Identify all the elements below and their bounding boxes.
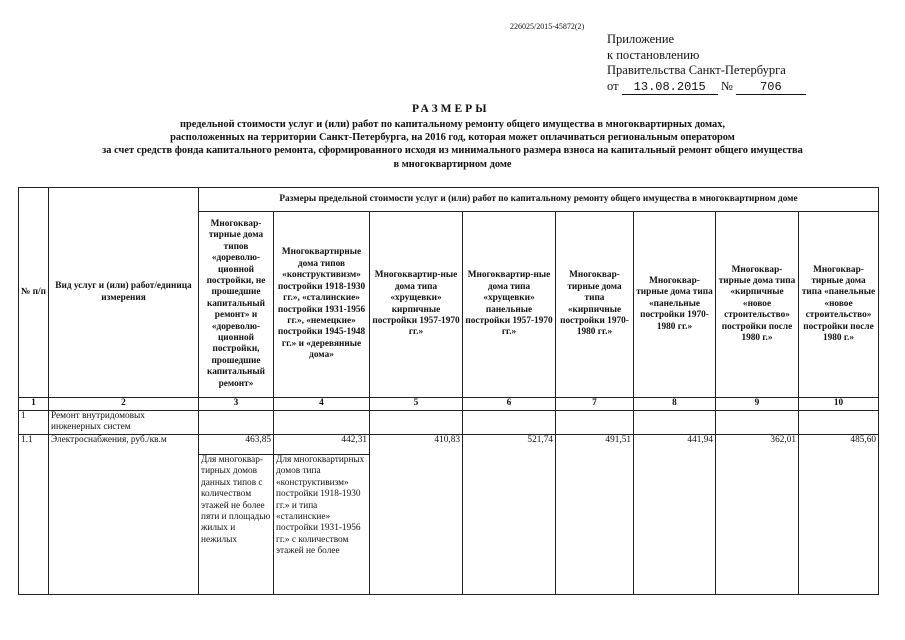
column-number: 10 bbox=[799, 398, 879, 411]
number-label: № bbox=[720, 78, 733, 93]
column-number: 9 bbox=[716, 398, 799, 411]
cost-value: 362,01 bbox=[716, 435, 799, 595]
cost-value bbox=[799, 411, 879, 435]
column-header-no: № п/п bbox=[19, 188, 49, 398]
column-header-type: Многоквартир-ные дома типа «хрущевки» панельные постройки 1957-1970 гг.» bbox=[463, 212, 556, 398]
service-name: Электроснабжения, руб./кв.м bbox=[49, 435, 199, 595]
column-header-type: Многоквартирные дома типов «конструктивизм» постройки 1918-1930 гг.», «сталинские» постройки 1931-1956 гг.», «немецкие» постройки 1945-1948 гг.» и «деревянные дома» bbox=[274, 212, 370, 398]
appendix-line-3: Правительства Санкт-Петербурга bbox=[607, 63, 786, 77]
row-number: 1.1 bbox=[19, 435, 49, 595]
cost-value bbox=[199, 411, 274, 435]
cost-value bbox=[274, 411, 370, 435]
cost-value bbox=[634, 411, 716, 435]
column-header-type: Многоквар-тирные дома типа «кирпичные «новое строительство» постройки после 1980 г.» bbox=[716, 212, 799, 398]
note-col4: Для многоквартирных домов типа «конструктивизм» постройки 1918-1930 гг.» и типа «сталинские» постройки 1931-1956 гг.» с количеством этажей не более bbox=[274, 455, 370, 595]
cost-value: 521,74 bbox=[463, 435, 556, 595]
note-col3: Для многоквар-тирных домов данных типов с количеством этажей не более пяти и площадью жилых и нежилых bbox=[199, 455, 274, 595]
row-number: 1 bbox=[19, 411, 49, 435]
column-header-type: Многоквартир-ные дома типа «хрущевки» кирпичные постройки 1957-1970 гг.» bbox=[370, 212, 463, 398]
page-heading bbox=[20, 118, 885, 171]
appendix-line-1: Приложение bbox=[607, 32, 675, 46]
column-header-type: Многоквар-тирные дома типа «кирпичные постройки 1970-1980 гг.» bbox=[556, 212, 634, 398]
column-number: 3 bbox=[199, 398, 274, 411]
heading-line: предельной стоимости услуг и (или) работ по капитальному ремонту общего имущества в многоквартирных домах, bbox=[179, 119, 726, 130]
column-header-type: Многоквар-тирные дома типа «панельные постройки 1970-1980 гг.» bbox=[634, 212, 716, 398]
column-number: 5 bbox=[370, 398, 463, 411]
table-row bbox=[19, 411, 879, 435]
cost-value: 441,94 bbox=[634, 435, 716, 595]
column-number: 6 bbox=[463, 398, 556, 411]
cost-value bbox=[716, 411, 799, 435]
cost-value: 410,83 bbox=[370, 435, 463, 595]
appendix-block bbox=[607, 32, 806, 95]
column-number: 8 bbox=[634, 398, 716, 411]
cost-value: 485,60 bbox=[799, 435, 879, 595]
cost-value: 491,51 bbox=[556, 435, 634, 595]
column-number: 1 bbox=[19, 398, 49, 411]
heading-line: в многоквартирном доме bbox=[393, 158, 512, 170]
cost-value: 463,85 bbox=[199, 435, 274, 455]
heading-line: расположенных на территории Санкт-Петербурга, на 2016 год, которая может оплачиваться региональным оператором bbox=[170, 132, 735, 144]
page-title: РАЗМЕРЫ bbox=[412, 103, 490, 115]
appendix-line-2: к постановлению bbox=[607, 47, 700, 62]
column-number: 2 bbox=[49, 398, 199, 411]
document-number: 226025/2015-45872(2) bbox=[510, 22, 585, 31]
cost-value bbox=[370, 411, 463, 435]
column-number-row bbox=[19, 398, 879, 411]
table-row bbox=[19, 435, 879, 455]
service-name: Ремонт внутридомовых инженерных систем bbox=[49, 411, 199, 435]
resolution-date: 13.08.2015 bbox=[622, 81, 718, 95]
from-label: от bbox=[607, 78, 619, 93]
column-header-type: Многоквар-тирные дома типа «панельные «новое строительство» постройки после 1980 г.» bbox=[799, 212, 879, 398]
group-header: Размеры предельной стоимости услуг и (или) работ по капитальному ремонту общего имущества в многоквартирном доме bbox=[199, 188, 879, 212]
cost-table bbox=[18, 187, 879, 595]
cost-value: 442,31 bbox=[274, 435, 370, 455]
cost-value bbox=[556, 411, 634, 435]
appendix-date-line bbox=[607, 79, 806, 95]
heading-line: за счет средств фонда капитального ремонта, сформированного исходя из минимального размера взноса на капитальный ремонт общего имущества bbox=[102, 145, 803, 157]
cost-value bbox=[463, 411, 556, 435]
column-number: 4 bbox=[274, 398, 370, 411]
column-header-service: Вид услуг и (или) работ/единица измерения bbox=[49, 188, 199, 398]
column-number: 7 bbox=[556, 398, 634, 411]
resolution-number: 706 bbox=[736, 81, 806, 95]
column-header-type: Многоквар-тирные дома типов «дореволю-ционной постройки, не прошедшие капитальный ремонт» и «дореволю-ционной постройки, прошедшие капитальный ремонт» bbox=[199, 212, 274, 398]
